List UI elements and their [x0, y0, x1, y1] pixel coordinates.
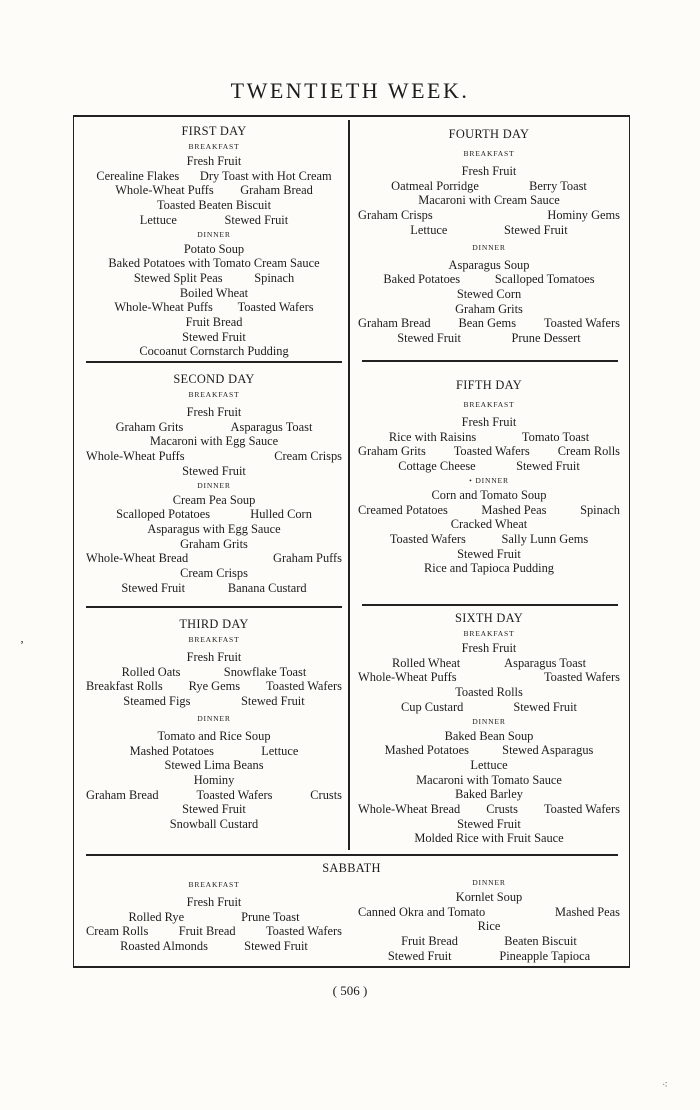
- menu-item: Rolled Rye: [128, 909, 185, 924]
- menu-row: [86, 434, 342, 449]
- menu-row: [86, 522, 342, 537]
- menu-item: Canned Okra and Tomato: [358, 904, 486, 919]
- menu-row: [358, 700, 620, 715]
- menu-row: [86, 154, 342, 169]
- menu-item: Prune Toast: [241, 909, 300, 924]
- menu-item: Graham Bread: [240, 183, 313, 198]
- menu-row: [86, 183, 342, 198]
- menu-row: [358, 547, 620, 562]
- menu-item: Asparagus Toast: [504, 655, 587, 670]
- menu-item: Scalloped Tomatoes: [494, 272, 595, 287]
- menu-row: [86, 405, 342, 420]
- menu-item: Rice and Tapioca Pudding: [423, 561, 554, 576]
- menu-item: Tomato and Rice Soup: [157, 728, 271, 743]
- menu-row: [358, 561, 620, 576]
- fifth-day-dinner-label: • DINNER: [469, 475, 509, 485]
- menu-item: Whole-Wheat Puffs: [358, 670, 457, 685]
- menu-item: Crusts: [486, 802, 518, 817]
- column-divider: [348, 120, 350, 850]
- menu-item: Whole-Wheat Puffs: [115, 183, 214, 198]
- menu-item: Fresh Fruit: [186, 154, 242, 168]
- menu-item: Corn and Tomato Soup: [431, 487, 547, 502]
- menu-item: Steamed Figs: [123, 694, 191, 709]
- menu-item: Rye Gems: [188, 679, 241, 694]
- second-day-breakfast-label: BREAKFAST: [188, 390, 240, 399]
- menu-item: Asparagus with Egg Sauce: [147, 521, 281, 536]
- menu-row: [86, 449, 342, 464]
- menu-row: [358, 488, 620, 503]
- menu-item: Stewed Fruit: [244, 939, 308, 954]
- third-day-dinner-label: DINNER: [197, 713, 231, 723]
- menu-item: Pineapple Tapioca: [499, 948, 591, 963]
- menu-item: Mashed Potatoes: [384, 743, 469, 758]
- menu-item: Banana Custard: [227, 580, 307, 595]
- menu-row: [86, 788, 342, 803]
- menu-item: Snowball Custard: [169, 817, 259, 832]
- sixth-day-section: [358, 611, 620, 846]
- menu-item: Creamed Potatoes: [358, 502, 448, 517]
- menu-row: [86, 650, 342, 665]
- menu-item: Stewed Fruit: [182, 463, 246, 478]
- sabbath-dinner-label: DINNER: [472, 878, 506, 887]
- menu-item: Molded Rice with Fruit Sauce: [414, 831, 564, 846]
- menu-item: Stewed Fruit: [457, 546, 521, 561]
- menu-item: Cream Crisps: [180, 566, 248, 581]
- menu-item: Crusts: [310, 787, 342, 802]
- menu-row: [358, 193, 620, 208]
- menu-row: [86, 344, 342, 359]
- menu-row: [86, 493, 342, 508]
- menu-row: [358, 272, 620, 287]
- menu-row: [358, 949, 620, 964]
- menu-item: Whole-Wheat Puffs: [114, 300, 213, 315]
- menu-row: [358, 773, 620, 788]
- menu-row: [358, 670, 620, 685]
- second-day-title: SECOND DAY: [173, 372, 255, 386]
- menu-row: [86, 169, 342, 184]
- menu-item: Rolled Wheat: [391, 655, 461, 670]
- menu-item: Toasted Wafers: [389, 531, 466, 546]
- first-day-title: FIRST DAY: [181, 124, 247, 138]
- fifth-day-section: [358, 378, 620, 576]
- menu-item: Hominy: [193, 772, 235, 787]
- first-day-breakfast-label: BREAKFAST: [188, 142, 240, 151]
- menu-item: Stewed Split Peas: [133, 270, 223, 285]
- menu-row: [358, 517, 620, 532]
- menu-item: Lettuce: [470, 757, 508, 772]
- menu-item: Graham Grits: [358, 444, 426, 459]
- menu-row: [358, 331, 620, 346]
- menu-item: Graham Bread: [86, 787, 159, 802]
- menu-item: Cream Rolls: [557, 444, 620, 459]
- menu-row: [86, 924, 342, 939]
- menu-item: Mashed Peas: [554, 904, 620, 919]
- menu-item: Whole-Wheat Puffs: [86, 449, 185, 464]
- menu-item: Cup Custard: [401, 699, 464, 714]
- menu-item: Fresh Fruit: [461, 641, 517, 655]
- menu-item: Kornlet Soup: [455, 890, 523, 904]
- menu-item: Spinach: [580, 502, 620, 517]
- menu-row: [86, 464, 342, 479]
- menu-item: Toasted Wafers: [543, 316, 620, 331]
- menu-row: [358, 758, 620, 773]
- menu-row: [86, 256, 342, 271]
- menu-row: [86, 939, 342, 954]
- menu-item: Cream Crisps: [274, 449, 342, 464]
- menu-item: Fresh Fruit: [186, 895, 242, 909]
- menu-row: [86, 895, 342, 910]
- menu-item: Stewed Lima Beans: [164, 758, 264, 773]
- menu-row: [86, 507, 342, 522]
- menu-item: Mashed Potatoes: [129, 743, 214, 758]
- menu-item: Fresh Fruit: [186, 650, 242, 664]
- menu-item: Asparagus Soup: [448, 257, 530, 272]
- menu-item: Fresh Fruit: [461, 164, 517, 178]
- menu-item: Rice with Raisins: [388, 429, 477, 444]
- divider-fifth-sixth: [362, 604, 618, 606]
- menu-item: Cerealine Flakes: [96, 168, 180, 183]
- menu-item: Oatmeal Porridge: [391, 178, 479, 193]
- menu-row: [358, 164, 620, 179]
- menu-item: Hulled Corn: [250, 507, 312, 522]
- menu-item: Cream Pea Soup: [172, 492, 256, 507]
- menu-item: Rice: [477, 919, 501, 934]
- sabbath-breakfast-label: BREAKFAST: [188, 880, 240, 889]
- menu-row: [358, 656, 620, 671]
- menu-row: [86, 315, 342, 330]
- menu-row: [86, 213, 342, 228]
- menu-item: Toasted Wafers: [543, 670, 620, 685]
- menu-row: [86, 665, 342, 680]
- menu-item: Fruit Bread: [401, 934, 458, 949]
- first-day-section: [86, 124, 342, 359]
- menu-item: Lettuce: [410, 222, 448, 237]
- menu-item: Toasted Wafers: [265, 679, 342, 694]
- menu-item: Stewed Fruit: [397, 331, 461, 346]
- menu-row: [86, 330, 342, 345]
- menu-item: Graham Puffs: [273, 551, 342, 566]
- menu-item: Boiled Wheat: [179, 285, 249, 300]
- menu-row: [86, 802, 342, 817]
- menu-item: Stewed Fruit: [516, 459, 580, 474]
- menu-row: [358, 430, 620, 445]
- menu-item: Beaten Biscuit: [504, 934, 577, 949]
- menu-item: Sally Lunn Gems: [501, 531, 589, 546]
- menu-item: Stewed Fruit: [513, 699, 577, 714]
- menu-row: [86, 198, 342, 213]
- menu-item: Dry Toast with Hot Cream: [199, 168, 332, 183]
- menu-row: [358, 258, 620, 273]
- menu-row: [358, 459, 620, 474]
- menu-row: [358, 817, 620, 832]
- menu-item: Lettuce: [261, 743, 299, 758]
- menu-item: Graham Bread: [358, 316, 431, 331]
- menu-item: Stewed Asparagus: [502, 743, 594, 758]
- menu-item: Fruit Bread: [185, 315, 243, 330]
- menu-item: Toasted Beaten Biscuit: [156, 198, 272, 213]
- menu-item: Graham Grits: [180, 536, 248, 551]
- menu-row: [86, 537, 342, 552]
- menu-item: Fresh Fruit: [186, 405, 242, 419]
- menu-row: [86, 420, 342, 435]
- menu-row: [86, 694, 342, 709]
- menu-item: Stewed Fruit: [224, 212, 289, 227]
- menu-row: [86, 773, 342, 788]
- menu-item: Stewed Fruit: [121, 580, 186, 595]
- divider-second-third: [86, 606, 342, 608]
- sabbath-dinner-section: [358, 876, 620, 964]
- menu-item: Whole-Wheat Bread: [358, 802, 461, 817]
- menu-item: Stewed Fruit: [457, 816, 521, 831]
- menu-item: Graham Grits: [115, 419, 184, 434]
- menu-item: Tomato Toast: [521, 429, 590, 444]
- menu-row: [358, 729, 620, 744]
- menu-item: Baked Potatoes: [383, 272, 461, 287]
- menu-row: [86, 817, 342, 832]
- second-day-section: [86, 372, 342, 595]
- fifth-day-breakfast-label: BREAKFAST: [463, 400, 515, 409]
- menu-row: [358, 685, 620, 700]
- menu-item: Cracked Wheat: [450, 517, 528, 532]
- menu-item: Toasted Wafers: [543, 802, 620, 817]
- edge-ink-mark: ⁖: [662, 1080, 668, 1091]
- menu-row: [358, 641, 620, 656]
- menu-item: Hominy Gems: [547, 208, 620, 223]
- menu-item: Toasted Wafers: [265, 924, 342, 939]
- menu-row: [86, 300, 342, 315]
- menu-row: [358, 532, 620, 547]
- first-day-dinner-label: DINNER: [197, 229, 231, 239]
- fourth-day-dinner-label: DINNER: [472, 242, 506, 252]
- menu-row: [358, 905, 620, 920]
- menu-row: [86, 744, 342, 759]
- menu-row: [358, 444, 620, 459]
- menu-item: Lettuce: [139, 212, 177, 227]
- menu-item: Toasted Wafers: [453, 444, 530, 459]
- menu-item: Stewed Corn: [456, 286, 522, 301]
- menu-row: [86, 566, 342, 581]
- menu-row: [358, 223, 620, 238]
- menu-item: Berry Toast: [529, 178, 587, 193]
- menu-row: [86, 910, 342, 925]
- menu-row: [358, 934, 620, 949]
- menu-item: Macaroni with Tomato Sauce: [416, 772, 562, 787]
- menu-item: Breakfast Rolls: [86, 679, 163, 694]
- menu-row: [358, 179, 620, 194]
- menu-item: Toasted Wafers: [237, 300, 314, 315]
- menu-row: [86, 581, 342, 596]
- menu-row: [358, 503, 620, 518]
- menu-item: Snowflake Toast: [223, 664, 307, 679]
- menu-row: [86, 286, 342, 301]
- menu-item: Stewed Fruit: [241, 694, 305, 709]
- menu-item: Asparagus Toast: [230, 419, 313, 434]
- menu-item: Stewed Fruit: [182, 802, 246, 817]
- menu-row: [358, 890, 620, 905]
- menu-item: Cocoanut Cornstarch Pudding: [139, 344, 289, 359]
- menu-item: Fresh Fruit: [461, 415, 517, 429]
- sixth-day-breakfast-label: BREAKFAST: [463, 629, 515, 638]
- menu-item: Stewed Fruit: [182, 329, 246, 344]
- menu-item: Spinach: [254, 270, 295, 285]
- menu-item: Potato Soup: [183, 241, 245, 256]
- third-day-section: [86, 617, 342, 832]
- stray-ink-mark: ʼ: [20, 638, 24, 652]
- menu-row: [358, 802, 620, 817]
- fourth-day-section: [358, 127, 620, 346]
- sabbath-breakfast-section: [86, 878, 342, 954]
- divider-fourth-fifth: [362, 360, 618, 362]
- third-day-title: THIRD DAY: [179, 617, 249, 631]
- sabbath-title: SABBATH: [322, 861, 381, 875]
- menu-item: Graham Grits: [455, 301, 523, 316]
- menu-item: Macaroni with Cream Sauce: [418, 193, 560, 208]
- menu-item: Bean Gems: [458, 316, 517, 331]
- fourth-day-breakfast-label: BREAKFAST: [463, 149, 515, 158]
- menu-item: Scalloped Potatoes: [116, 507, 211, 522]
- fifth-day-title: FIFTH DAY: [456, 378, 522, 392]
- menu-row: [358, 787, 620, 802]
- menu-row: [358, 919, 620, 934]
- menu-item: Cream Rolls: [86, 924, 149, 939]
- sixth-day-title: SIXTH DAY: [455, 611, 523, 625]
- second-day-dinner-label: DINNER: [197, 480, 231, 490]
- menu-item: Toasted Wafers: [196, 787, 273, 802]
- menu-item: Baked Bean Soup: [444, 728, 534, 743]
- menu-row: [358, 302, 620, 317]
- menu-item: Toasted Rolls: [455, 685, 523, 700]
- menu-item: Stewed Fruit: [504, 222, 568, 237]
- menu-item: Mashed Peas: [481, 502, 547, 517]
- menu-item: Baked Potatoes with Tomato Cream Sauce: [108, 256, 320, 271]
- menu-row: [358, 415, 620, 430]
- menu-item: Roasted Almonds: [120, 939, 208, 954]
- divider-sabbath: [86, 854, 618, 856]
- menu-row: [358, 316, 620, 331]
- menu-row: [358, 831, 620, 846]
- divider-first-second: [86, 361, 342, 363]
- menu-item: Fruit Bread: [178, 924, 236, 939]
- sixth-day-dinner-label: DINNER: [472, 716, 506, 726]
- menu-item: Cottage Cheese: [398, 459, 476, 474]
- menu-item: Baked Barley: [455, 787, 523, 802]
- menu-item: Rolled Oats: [121, 664, 181, 679]
- menu-row: [86, 271, 342, 286]
- menu-row: [358, 287, 620, 302]
- menu-row: [358, 208, 620, 223]
- menu-item: Graham Crisps: [358, 208, 433, 223]
- menu-row: [86, 242, 342, 257]
- menu-row: [86, 729, 342, 744]
- menu-row: [86, 551, 342, 566]
- menu-item: Stewed Fruit: [387, 948, 452, 963]
- fourth-day-title: FOURTH DAY: [448, 127, 530, 141]
- third-day-breakfast-label: BREAKFAST: [188, 635, 240, 644]
- menu-row: [86, 679, 342, 694]
- menu-row: [86, 758, 342, 773]
- page-number: ( 506 ): [332, 983, 368, 998]
- menu-row: [358, 743, 620, 758]
- menu-item: Prune Dessert: [511, 331, 581, 346]
- menu-item: Whole-Wheat Bread: [86, 551, 189, 566]
- menu-item: Macaroni with Egg Sauce: [149, 434, 279, 449]
- page-title: TWENTIETH WEEK.: [230, 78, 470, 103]
